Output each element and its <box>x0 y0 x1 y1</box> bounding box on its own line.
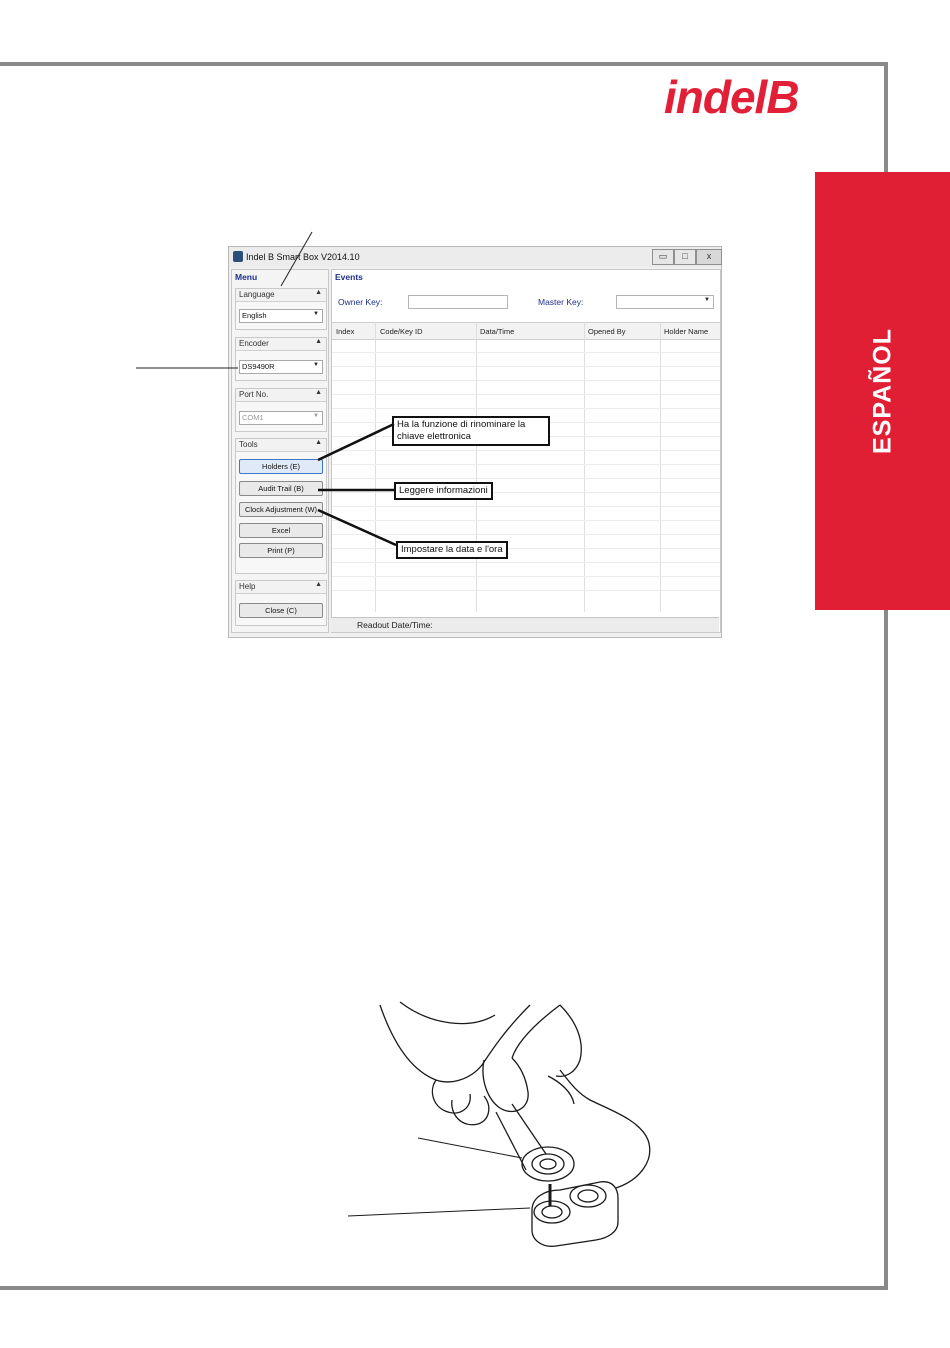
side-tab-label: ESPAÑOL <box>868 328 896 454</box>
audit-trail-callout: Leggere informazioni <box>394 482 493 500</box>
clock-leader-line <box>318 510 396 545</box>
collapse-icon: ▲ <box>315 289 322 296</box>
help-label: Help <box>239 582 256 591</box>
key-reader-illustration <box>348 1002 650 1246</box>
encoder-value: DS9490R <box>242 362 275 371</box>
dropdown-icon: ▼ <box>313 311 319 317</box>
dropdown-icon: ▼ <box>704 297 710 303</box>
audit-trail-button[interactable]: Audit Trail (B) <box>239 481 323 496</box>
language-value: English <box>242 311 267 320</box>
tools-label: Tools <box>239 440 258 449</box>
maximize-button[interactable]: □ <box>674 249 696 265</box>
dropdown-icon: ▼ <box>313 362 319 368</box>
dropdown-icon: ▼ <box>313 413 319 419</box>
column-holder-name[interactable]: Holder Name <box>664 327 709 336</box>
key-leader-line <box>418 1138 522 1158</box>
minimize-button[interactable]: ▭ <box>652 249 674 265</box>
key-fob-head <box>522 1147 574 1181</box>
holders-leader-line <box>318 424 394 460</box>
collapse-icon: ▲ <box>315 581 322 588</box>
clock-adjustment-callout: Impostare la data e l'ora <box>396 541 508 559</box>
readout-date-time-label: Readout Date/Time: <box>357 620 433 630</box>
owner-key-label: Owner Key: <box>338 297 383 307</box>
close-button[interactable]: Close (C) <box>239 603 323 618</box>
column-code-key-id[interactable]: Code/Key ID <box>380 327 423 336</box>
column-opened-by[interactable]: Opened By <box>588 327 626 336</box>
port-value: COM1 <box>242 413 264 422</box>
collapse-icon: ▲ <box>315 439 322 446</box>
close-window-button[interactable]: x <box>696 249 722 265</box>
reader-leader-line <box>348 1208 530 1216</box>
language-leader-line <box>281 232 312 286</box>
clock-adjustment-button[interactable]: Clock Adjustment (W) <box>239 502 323 517</box>
collapse-icon: ▲ <box>315 389 322 396</box>
port-label: Port No. <box>239 390 269 399</box>
encoder-label: Encoder <box>239 339 269 348</box>
excel-button[interactable]: Excel <box>239 523 323 538</box>
holders-callout: Ha la funzione di rinominare la chiave elettronica <box>392 416 550 446</box>
collapse-icon: ▲ <box>315 338 322 345</box>
master-key-label: Master Key: <box>538 297 584 307</box>
column-data-time[interactable]: Data/Time <box>480 327 515 336</box>
menu-heading: Menu <box>235 272 258 282</box>
events-heading: Events <box>335 272 363 282</box>
indelb-logo: indelB <box>664 71 799 123</box>
print-button[interactable]: Print (P) <box>239 543 323 558</box>
hand-outline <box>380 1005 530 1082</box>
window-title: Indel B Smart Box V2014.10 <box>246 252 360 262</box>
language-label: Language <box>239 290 275 299</box>
holders-button[interactable]: Holders (E) <box>239 459 323 474</box>
reader-cable <box>560 1070 650 1188</box>
column-index[interactable]: Index <box>336 327 355 336</box>
